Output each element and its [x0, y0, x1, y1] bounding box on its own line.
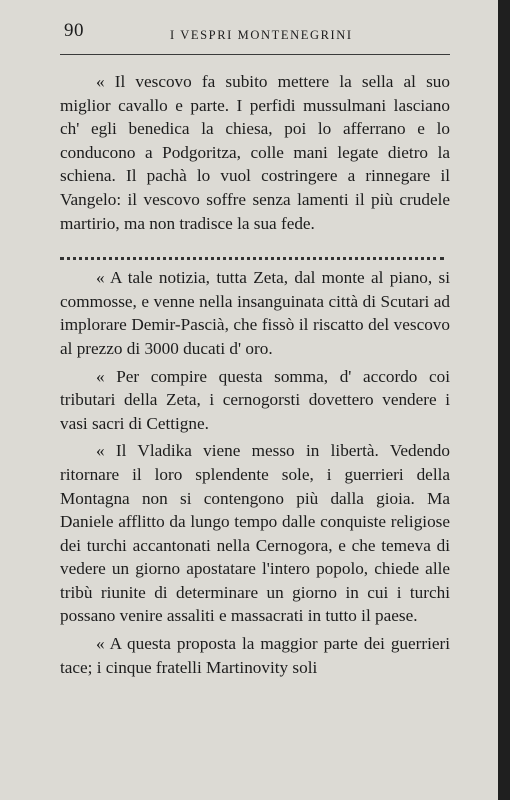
- running-title: I VESPRI MONTENEGRINI: [170, 28, 353, 42]
- paragraph: « Il Vladika viene messo in libertà. Vedendo ritornare il loro splendente sole, i guerrieri della Montagna non si contengono più dalla gioia. Ma Daniele afflitto da lungo tempo dalle conquiste religiose dei turchi accantonati nella Cernogora, e che temeva di vedere un giorno apostatare l'intero popolo, chiede alle tribù riunite di determinare un giorno in cui i turchi possano venire assaliti e massacrati in tutto il paese.: [60, 441, 450, 626]
- paragraph: « A tale notizia, tutta Zeta, dal monte al piano, si commosse, e venne nella insanguinata città di Scutari ad implorare Demir-Pascià, che fissò il riscatto del vescovo al prezzo di 3000 ducati d' oro.: [60, 268, 450, 358]
- page-edge-shadow: [498, 0, 510, 800]
- page-header: [60, 18, 450, 55]
- ellipsis-separator: [60, 243, 444, 260]
- paragraph: « A questa proposta la maggior parte dei guerrieri tace; i cinque fratelli Martinovity soli: [60, 634, 450, 677]
- paragraph: « Per compire questa somma, d' accordo coi tributari della Zeta, i cernogorsti dovettero vendere i vasi sacri di Cettigne.: [60, 366, 450, 433]
- paragraph: « Il vescovo fa subito mettere la sella al suo miglior cavallo e parte. I perfidi mussulmani lasciano ch' egli benedica la chiesa, poi lo afferrano e lo conducono a Podgoritza, colle mani legate dietro la schiena. Il pachà lo vuol costringere a rinnegare il Vangelo: il vescovo soffre senza lamenti il più crudele martirio, ma non tradisce la sua fede.: [60, 72, 450, 233]
- body-text: [60, 70, 450, 679]
- page-number: 90: [64, 20, 84, 41]
